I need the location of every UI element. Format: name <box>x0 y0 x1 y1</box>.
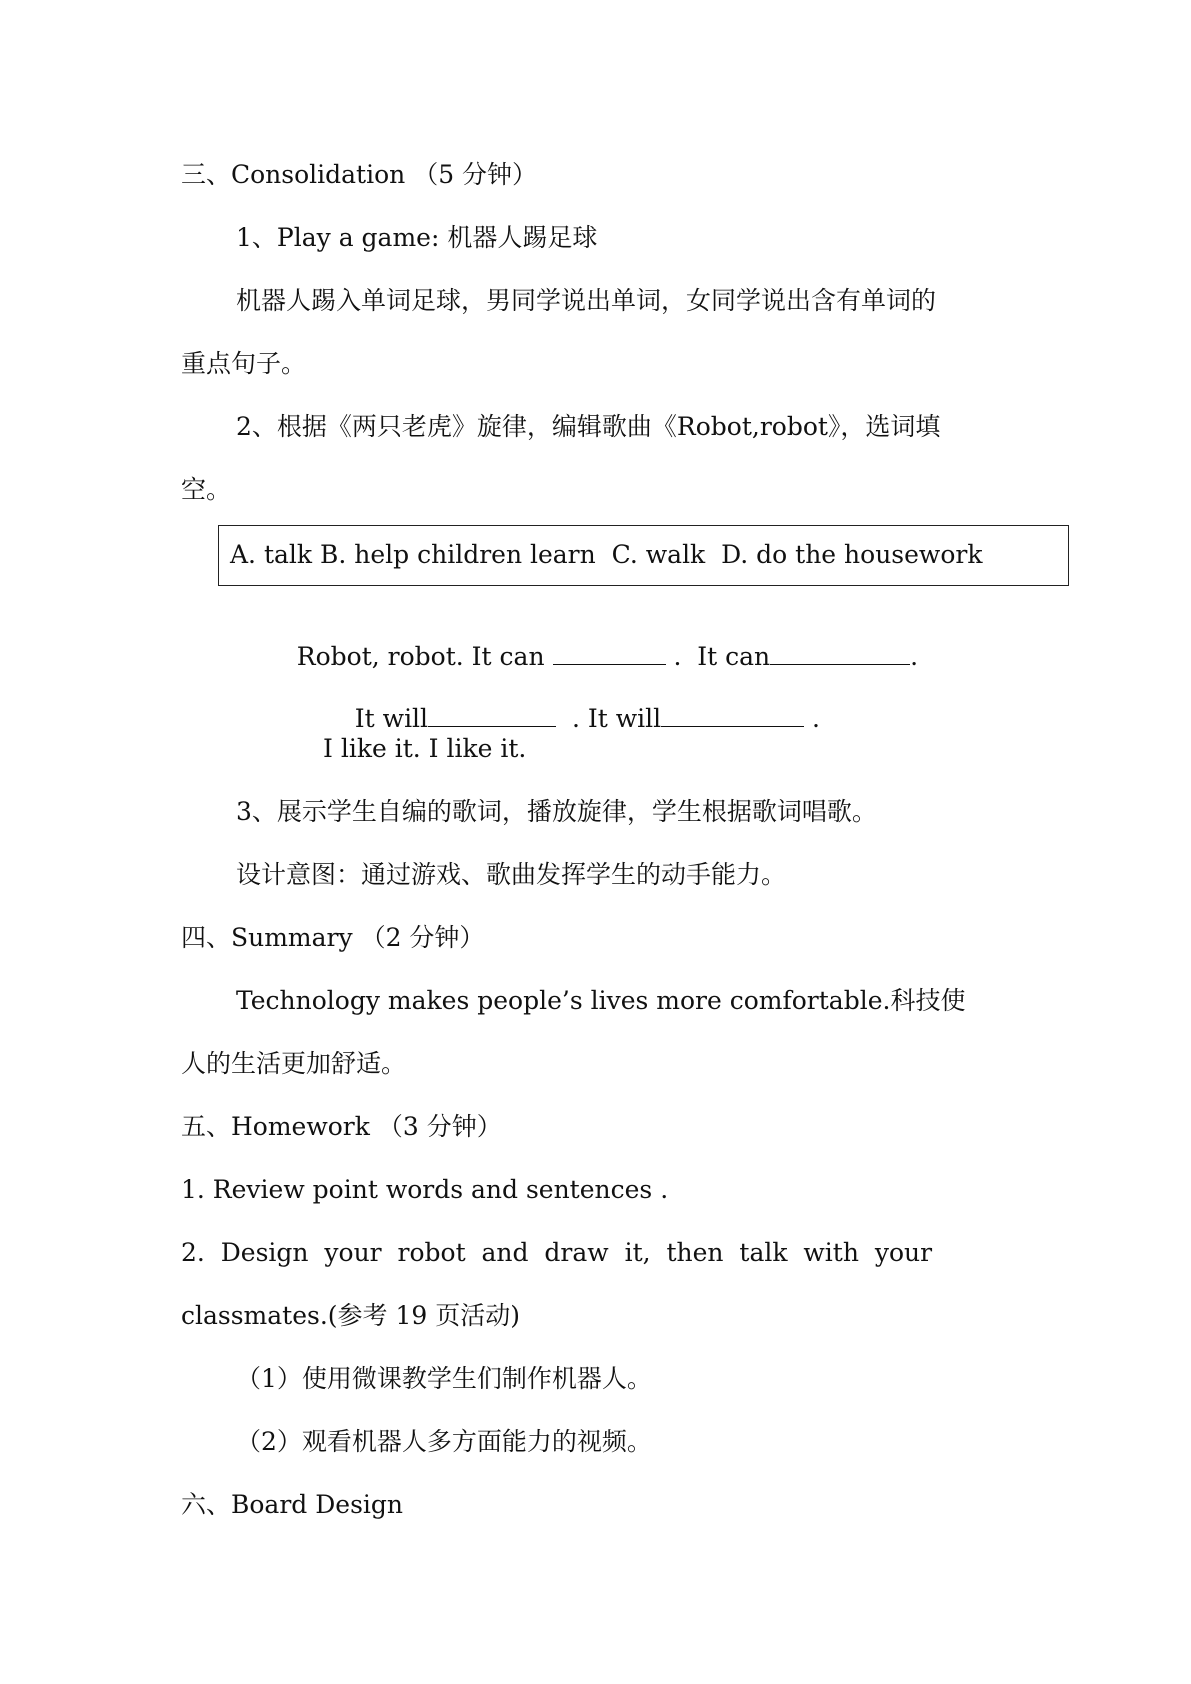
consolidation-item-3: 3、展示学生自编的歌词，播放旋律，学生根据歌词唱歌。 <box>236 797 877 826</box>
song-line-2-text-3: . <box>804 704 821 733</box>
summary-text: Technology makes people’s lives more comfortable.科技使 <box>236 986 966 1015</box>
word-choices: A. talk B. help children learn C. walk D. do the housework <box>230 540 983 569</box>
song-line-3: I like it. I like it. <box>323 734 527 763</box>
homework-subitem-1: （1）使用微课教学生们制作机器人。 <box>236 1364 652 1393</box>
homework-item-2-cont: classmates.(参考 19 页活动) <box>181 1301 521 1330</box>
fill-blank <box>770 640 910 665</box>
fill-blank <box>553 640 666 665</box>
summary-text-cont: 人的生活更加舒适。 <box>181 1049 407 1078</box>
song-line-2-text: It will <box>354 704 429 733</box>
song-line-2-text-2: . It will <box>556 704 662 733</box>
song-line-1-text: Robot, robot. It can <box>296 642 553 671</box>
section-4-title: 四、Summary （2 分钟） <box>181 923 485 952</box>
consolidation-item-1: 1、Play a game: 机器人踢足球 <box>236 223 598 252</box>
homework-subitem-2: （2）观看机器人多方面能力的视频。 <box>236 1427 652 1456</box>
song-line-1-text-2: . It can <box>665 642 771 671</box>
consolidation-item-1-desc: 机器人踢入单词足球，男同学说出单词，女同学说出含有单词的 <box>236 286 937 315</box>
consolidation-item-2: 2、根据《两只老虎》旋律，编辑歌曲《Robot,robot》，选词填 <box>236 412 941 441</box>
homework-item-1: 1. Review point words and sentences . <box>181 1175 669 1204</box>
consolidation-item-1-desc-cont: 重点句子。 <box>181 349 307 378</box>
fill-blank <box>661 702 804 727</box>
fill-blank <box>428 702 556 727</box>
song-line-1-text-3: . <box>910 642 919 671</box>
consolidation-item-2-cont: 空。 <box>181 475 232 504</box>
section-3-title: 三、Consolidation （5 分钟） <box>181 160 538 189</box>
design-intent: 设计意图：通过游戏、歌曲发挥学生的动手能力。 <box>236 860 787 889</box>
homework-item-2: 2. Design your robot and draw it, then talk with your <box>181 1238 933 1267</box>
section-6-title: 六、Board Design <box>181 1490 403 1519</box>
word-choice-box <box>218 525 1069 586</box>
section-5-title: 五、Homework （3 分钟） <box>181 1112 502 1141</box>
